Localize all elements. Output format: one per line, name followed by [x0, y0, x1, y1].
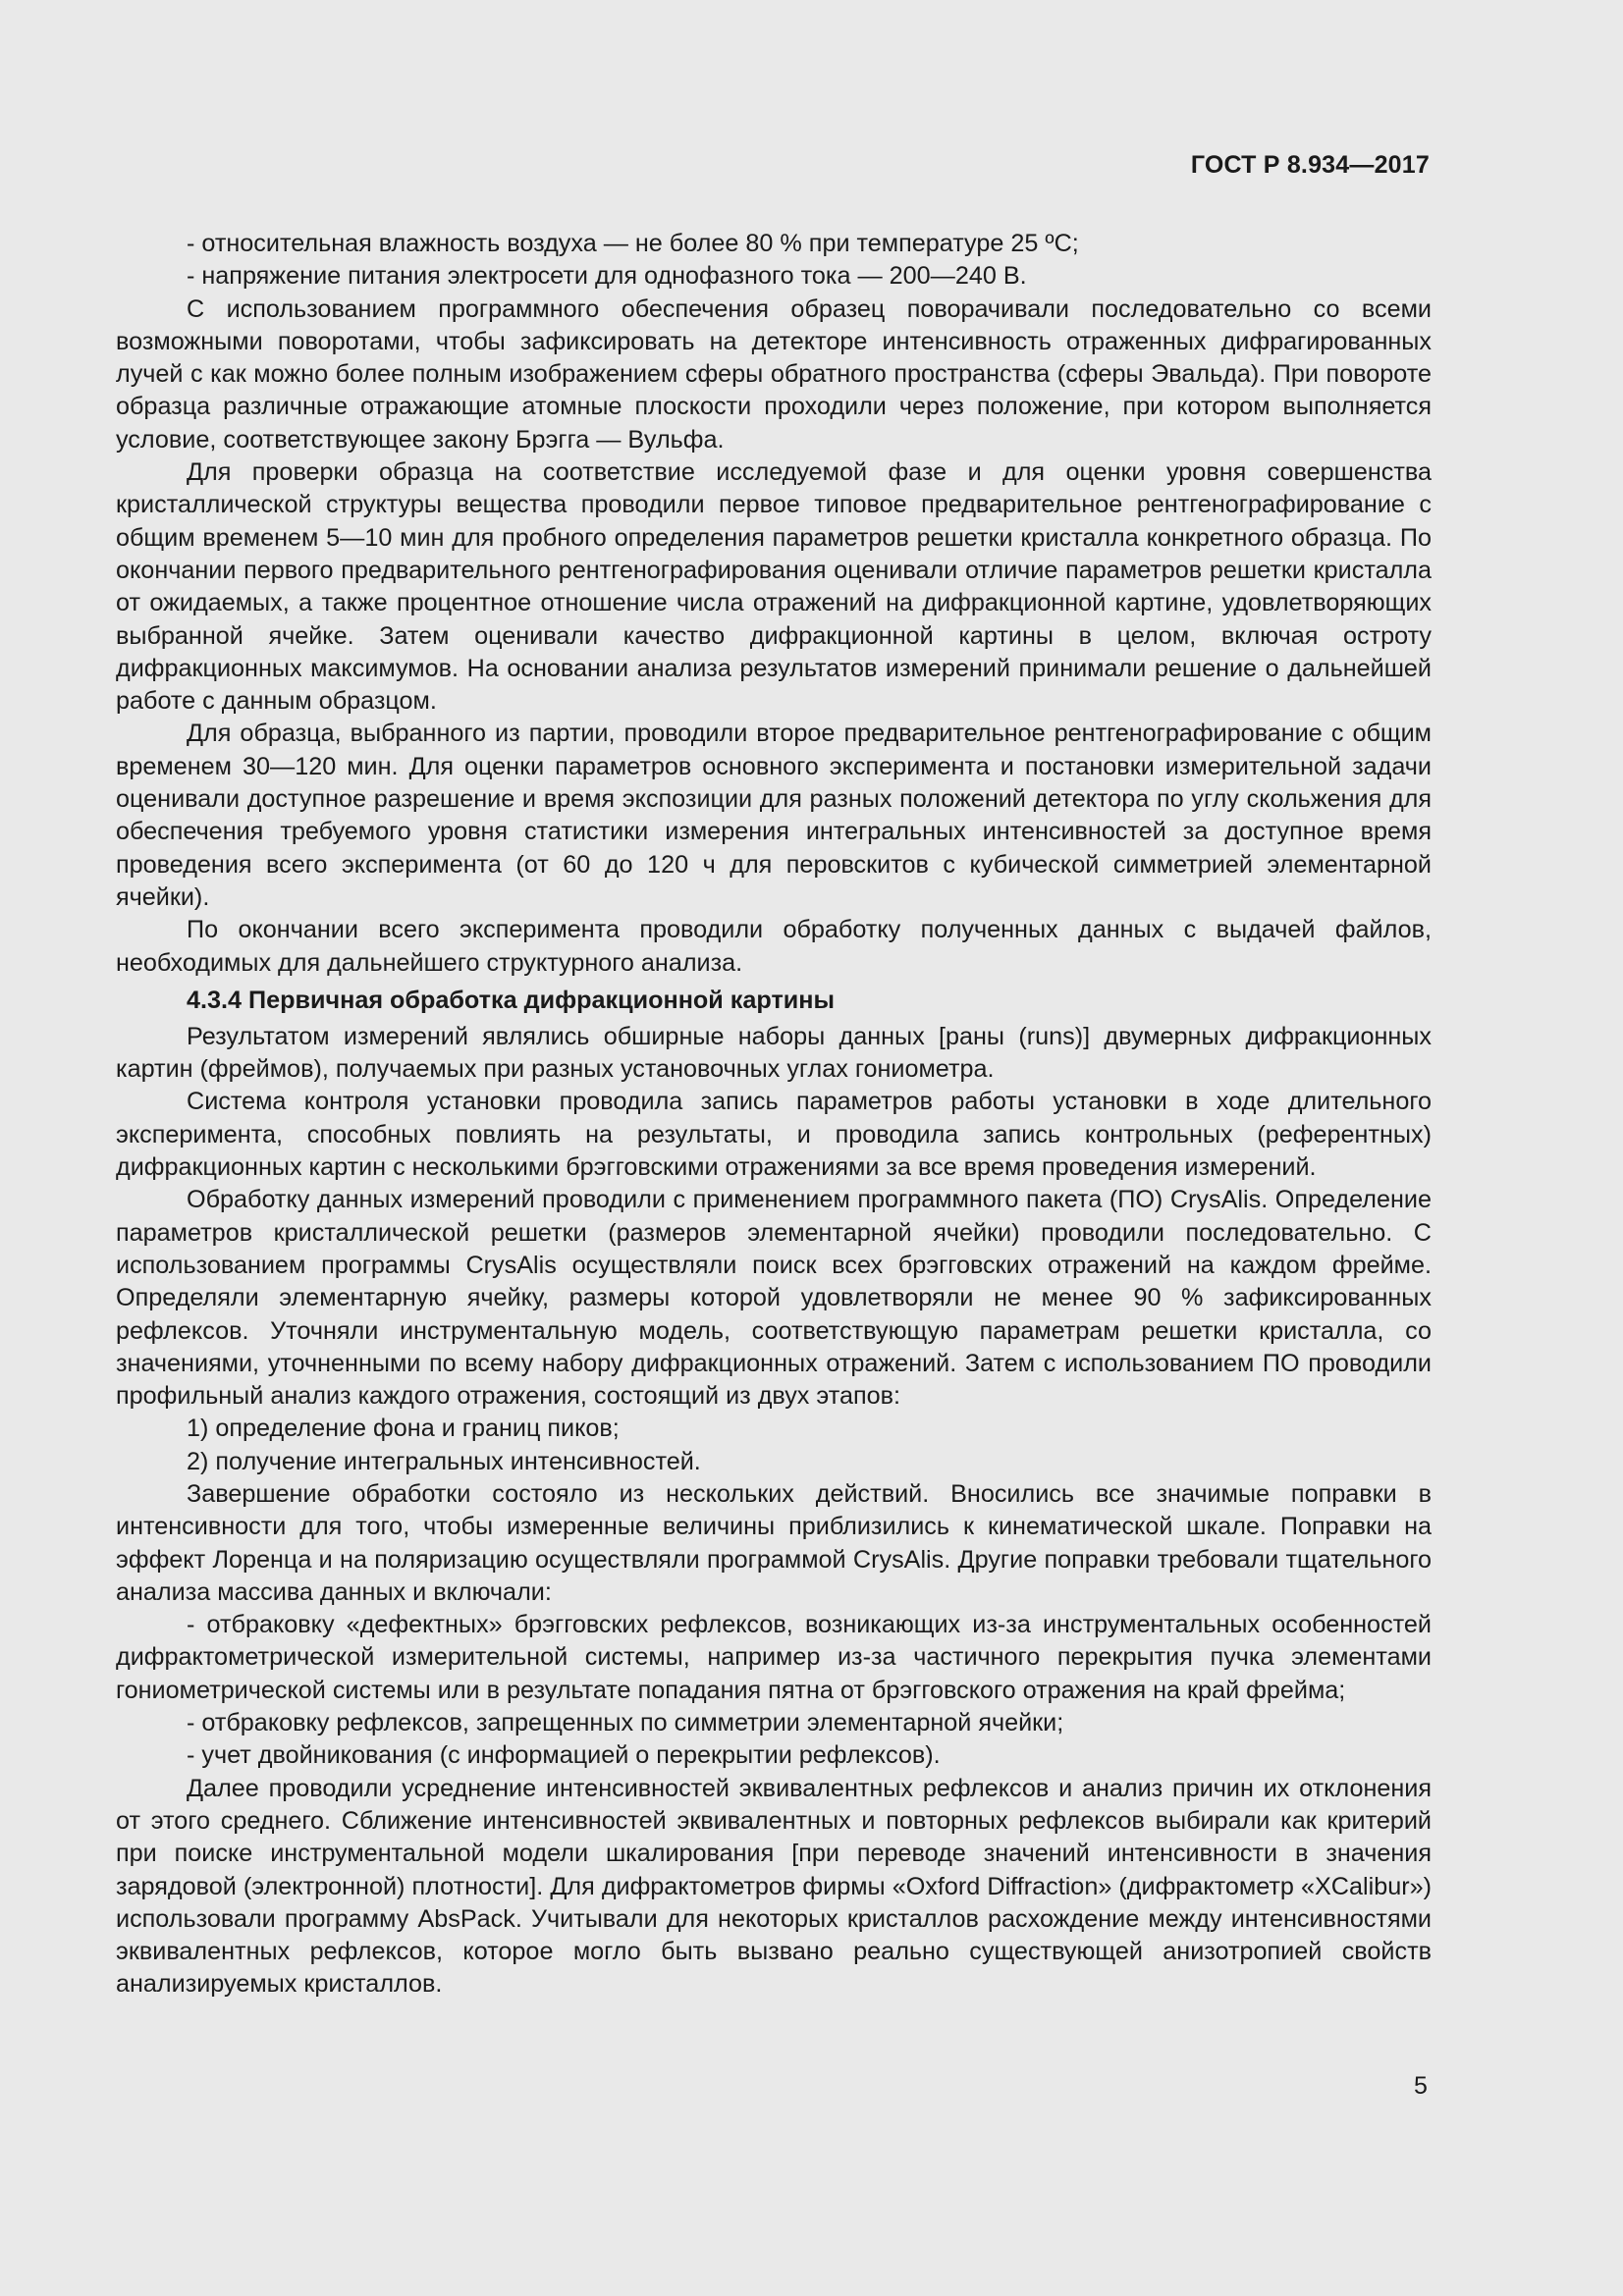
paragraph-experiment-end: По окончании всего эксперимента проводили обработку полученных данных с выдачей файлов, необходимых для дальнейшего структурного анализа.: [116, 916, 1432, 977]
page-number: 5: [1414, 2072, 1428, 2100]
paragraph-sample-rotation: С использованием программного обеспечения образец поворачивали последовательно со всеми возможными поворотами, чтобы зафиксировать на детекторе интенсивность отраженных дифрагированных лучей с как можно более полным изображением сферы обратного пространства (сферы Эвальда). При повороте образца различные отражающие атомные плоскости проходили через положение, при котором выполняется условие, соответствующее закону Брэгга — Вульфа.: [116, 294, 1432, 454]
list-item-humidity: - относительная влажность воздуха — не более 80 % при температуре 25 ºС;: [187, 230, 1079, 257]
list-item-voltage: - напряжение питания электросети для однофазного тока — 200—240 В.: [187, 262, 1027, 291]
paragraph-first-preliminary: Для проверки образца на соответствие исследуемой фазе и для оценки уровня совершенства кристаллической структуры вещества проводили первое типовое предварительное рентгенографирование с общим временем 5—10 мин для пробного определения параметров решетки кристалла конкретного образца. По окончании первого предварительного рентгенографирования оценивали отличие параметров решетки кристалла от ожидаемых, а также процентное отношение числа отражений на дифракционной картине, удовлетворяющих выбранной ячейке. Затем оценивали качество дифракционной картины в целом, включая остроту дифракционных максимумов. На основании анализа результатов измерений принимали решение о дальнейшей работе с данным образцом.: [116, 458, 1432, 716]
list-item-stage-1: 1) определение фона и границ пиков;: [187, 1415, 620, 1443]
list-item-stage-2: 2) получение интегральных интенсивностей.: [187, 1447, 701, 1475]
paragraph-averaging: Далее проводили усреднение интенсивностей эквивалентных рефлексов и анализ причин их отклонения от этого среднего. Сближение интенсивностей эквивалентных и повторных рефлексов выбирали как критерий при поиске инструментальной модели шкалирования [при переводе значений интенсивности в значения зарядовой (электронной) плотности]. Для дифрактометров фирмы «Oxford Diffraction» (дифрактометр «XCalibur») использовали программу AbsPack. Учитывали для некоторых кристаллов расхождение между интенсивностями эквивалентных рефлексов, которое могло быть вызвано реально существующей анизотропией свойств анализируемых кристаллов.: [116, 1774, 1432, 1999]
list-item-forbidden-reflexes: - отбраковку рефлексов, запрещенных по симметрии элементарной ячейки;: [187, 1709, 1064, 1737]
paragraph-data-processing: Обработку данных измерений проводили с применением программного пакета (ПО) CrysAlis. Определение параметров кристаллической решетки (размеров элементарной ячейки) проводили последовательно. С использованием программы CrysAlis осуществляли поиск всех брэгговских отражений на каждом фрейме. Определяли элементарную ячейку, размеры которой удовлетворяли не менее 90 % зафиксированных рефлексов. Уточняли инструментальную модель, соответствующую параметрам решетки кристалла, со значениями, уточненными по всему набору дифракционных отражений. Затем с использованием ПО проводили профильный анализ каждого отражения, состоящий из двух этапов:: [116, 1186, 1432, 1411]
list-item-defective-reflexes: - отбраковку «дефектных» брэгговских рефлексов, возникающих из-за инструментальных особенностей дифрактометрической измерительной системы, например из-за частичного перекрытия пучка элементами гониометрической системы или в результате попадания пятна от брэгговского отражения на край фрейма;: [116, 1611, 1432, 1704]
paragraph-control-system: Система контроля установки проводила запись параметров работы установки в ходе длительного эксперимента, способных повлиять на результаты, и проводила запись контрольных (референтных) дифракционных картин с несколькими брэгговскими отражениями за все время проведения измерений.: [116, 1088, 1432, 1182]
paragraph-measurement-results: Результатом измерений являлись обширные наборы данных [раны (runs)] двумерных дифракционных картин (фреймов), получаемых при разных установочных углах гониометра.: [116, 1022, 1432, 1084]
paragraph-second-preliminary: Для образца, выбранного из партии, проводили второе предварительное рентгенографирование с общим временем 30—120 мин. Для оценки параметров основного эксперимента и постановки измерительной задачи оценивали доступное разрешение и время экспозиции для разных положений детектора по углу скольжения для обеспечения требуемого уровня статистики измерения интегральных интенсивностей за доступное время проведения всего эксперимента (от 60 до 120 ч для перовскитов с кубической симметрией элементарной ячейки).: [116, 720, 1432, 911]
list-item-twinning: - учет двойникования (с информацией о перекрытии рефлексов).: [187, 1741, 941, 1770]
page-header-standard-id: ГОСТ Р 8.934—2017: [1190, 151, 1430, 179]
section-heading: 4.3.4 Первичная обработка дифракционной картины: [187, 986, 835, 1014]
paragraph-corrections: Завершение обработки состояло из нескольких действий. Вносились все значимые поправки в интенсивности для того, чтобы измеренные величины приблизились к кинематической шкале. Поправки на эффект Лоренца и на поляризацию осуществляли программой CrysAlis. Другие поправки требовали тщательного анализа массива данных и включали:: [116, 1479, 1432, 1606]
document-body: [116, 228, 1432, 2002]
